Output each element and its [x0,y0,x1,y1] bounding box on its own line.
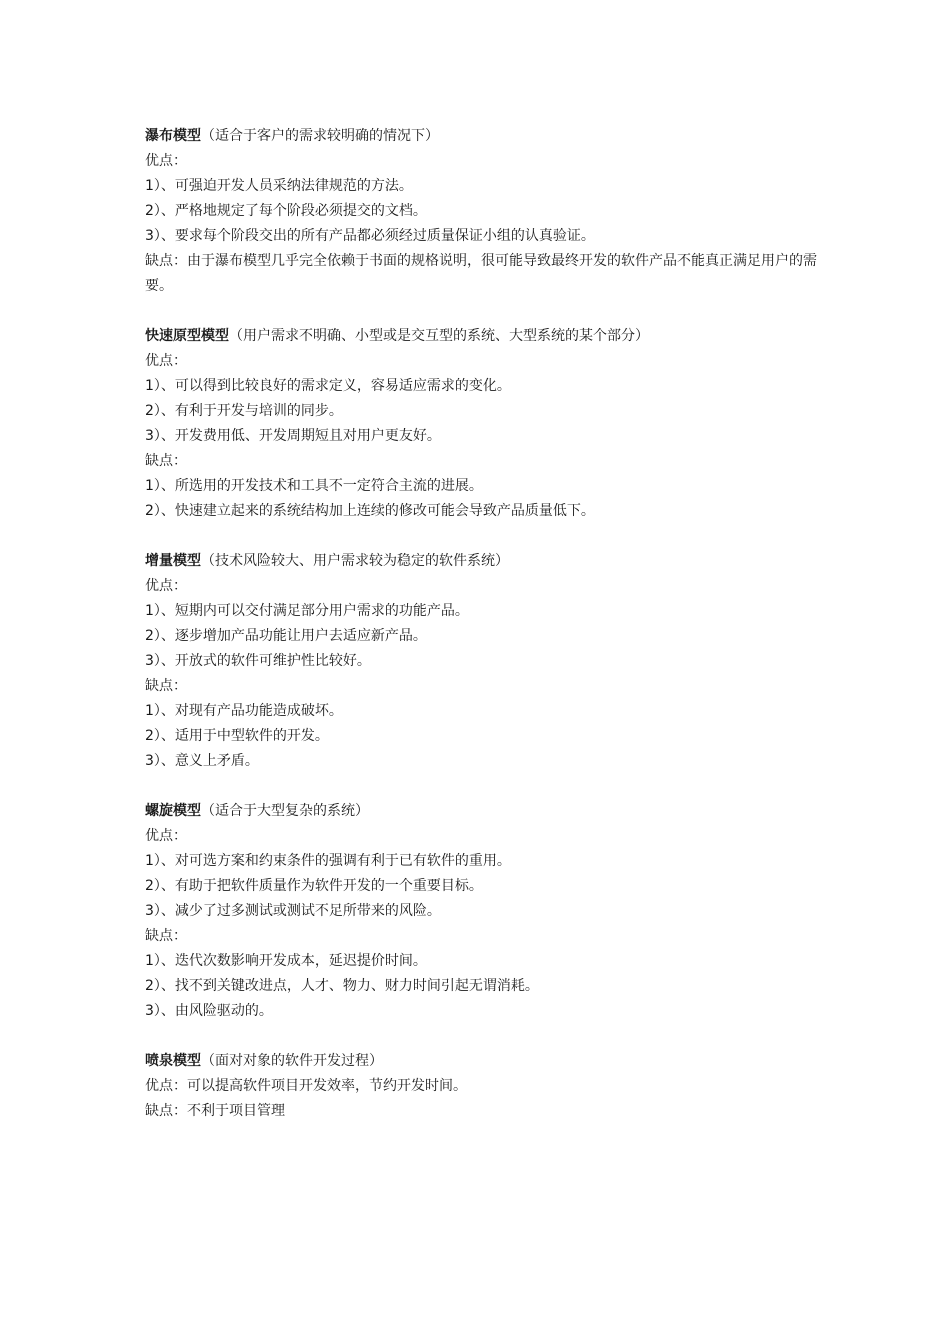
pros-item: 1）、对可选方案和约束条件的强调有利于已有软件的重用。 [145,853,511,869]
section-note: （面对对象的软件开发过程） [201,1053,383,1069]
pros-item: 2）、有助于把软件质量作为软件开发的一个重要目标。 [145,878,483,894]
pros-label: 优点： [145,353,187,369]
section-fountain-model [145,1049,825,1124]
section-title: 快速原型模型 [145,328,229,344]
section-heading [145,1049,825,1074]
document-page [145,124,825,1149]
section-rapid-prototype-model [145,324,825,524]
section-title: 喷泉模型 [145,1053,201,1069]
pros-item: 1）、可强迫开发人员采纳法律规范的方法。 [145,178,413,194]
section-incremental-model [145,549,825,774]
section-heading [145,324,825,349]
cons-item: 2）、适用于中型软件的开发。 [145,728,329,744]
pros-label: 优点： [145,828,187,844]
pros-item: 2）、严格地规定了每个阶段必须提交的文档。 [145,203,427,219]
pros-label: 优点： [145,578,187,594]
section-title: 瀑布模型 [145,128,201,144]
cons-paragraph: 缺点：由于瀑布模型几乎完全依赖于书面的规格说明，很可能导致最终开发的软件产品不能真正满足用户的需要。 [145,253,817,294]
section-note: （适合于大型复杂的系统） [201,803,369,819]
section-note: （用户需求不明确、小型或是交互型的系统、大型系统的某个部分） [229,328,649,344]
section-spiral-model [145,799,825,1024]
pros-item: 3）、开放式的软件可维护性比较好。 [145,653,371,669]
section-title: 增量模型 [145,553,201,569]
pros-item: 2）、逐步增加产品功能让用户去适应新产品。 [145,628,427,644]
section-title: 螺旋模型 [145,803,201,819]
cons-label: 缺点： [145,678,187,694]
cons-item: 1）、对现有产品功能造成破坏。 [145,703,343,719]
section-waterfall-model [145,124,825,299]
pros-item: 1）、短期内可以交付满足部分用户需求的功能产品。 [145,603,469,619]
section-heading [145,124,825,149]
pros-item: 1）、可以得到比较良好的需求定义，容易适应需求的变化。 [145,378,511,394]
cons-item: 2）、找不到关键改进点，人才、物力、财力时间引起无谓消耗。 [145,978,539,994]
pros-item: 2）、有利于开发与培训的同步。 [145,403,343,419]
section-note: （适合于客户的需求较明确的情况下） [201,128,439,144]
pros-item: 3）、开发费用低、开发周期短且对用户更友好。 [145,428,441,444]
cons-item: 1）、所选用的开发技术和工具不一定符合主流的进展。 [145,478,483,494]
section-note: （技术风险较大、用户需求较为稳定的软件系统） [201,553,509,569]
section-heading [145,549,825,574]
cons-item: 3）、意义上矛盾。 [145,753,259,769]
cons-text: 缺点：不利于项目管理 [145,1103,285,1119]
cons-item: 2）、快速建立起来的系统结构加上连续的修改可能会导致产品质量低下。 [145,503,595,519]
pros-item: 3）、要求每个阶段交出的所有产品都必须经过质量保证小组的认真验证。 [145,228,595,244]
section-heading [145,799,825,824]
pros-item: 3）、减少了过多测试或测试不足所带来的风险。 [145,903,441,919]
cons-label: 缺点： [145,928,187,944]
pros-label: 优点： [145,153,187,169]
cons-item: 3）、由风险驱动的。 [145,1003,273,1019]
pros-text: 优点：可以提高软件项目开发效率，节约开发时间。 [145,1078,467,1094]
cons-label: 缺点： [145,453,187,469]
cons-item: 1）、迭代次数影响开发成本，延迟提价时间。 [145,953,427,969]
